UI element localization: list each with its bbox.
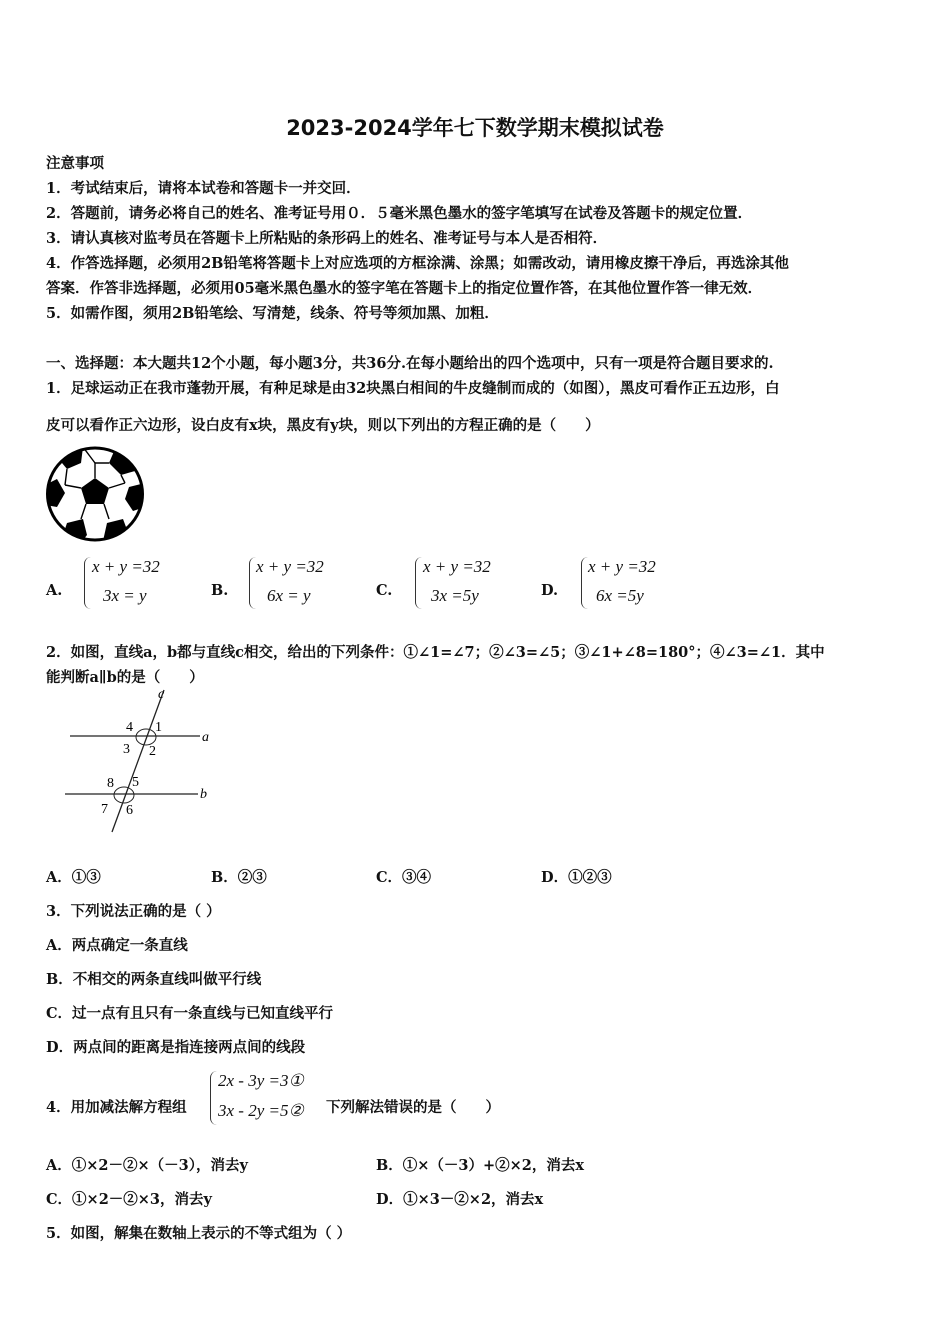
brace-a — [84, 557, 91, 609]
q1-option-a[interactable]: A. — [46, 582, 63, 599]
q2-option-d[interactable]: D．①②③ — [541, 869, 612, 886]
q1-stem-line2: 皮可以看作正六边形，设白皮有x块，黑皮有y块，则以下列出的方程正确的是（ ） — [46, 417, 600, 434]
eq-line: x + y =32 — [588, 557, 656, 576]
label-b: b — [200, 787, 207, 802]
angle-1: 1 — [155, 720, 162, 735]
angle-4: 4 — [126, 720, 133, 735]
note-item: 2．答题前，请务必将自己的姓名、准考证号用０．５毫米黑色墨水的签字笔填写在试卷及答题卡的规定位置． — [46, 205, 753, 222]
brace-b — [249, 557, 256, 609]
eq-line: x + y =32 — [423, 557, 491, 576]
q5-stem: 5．如图，解集在数轴上表示的不等式组为（ ） — [46, 1225, 352, 1242]
note-item: 5．如需作图，须用2B铅笔绘、写清楚，线条、符号等须加黑、加粗． — [46, 305, 499, 322]
angle-7: 7 — [101, 802, 108, 817]
q2-stem-line2: 能判断a∥b的是（ ） — [46, 669, 204, 686]
angle-5: 5 — [132, 775, 139, 790]
q1-stem-line1: 1．足球运动正在我市蓬勃开展，有种足球是由32块黑白相间的牛皮缝制而成的（如图），黑皮可看作正五边形，白 — [46, 380, 780, 397]
eq-line: 3x =5y — [431, 586, 479, 605]
brace-c — [415, 557, 422, 609]
q1-option-c[interactable]: C. — [376, 582, 393, 599]
q3-option-a[interactable]: A．两点确定一条直线 — [46, 937, 188, 954]
label-c: c — [158, 687, 165, 702]
brace-d — [581, 557, 588, 609]
q4-option-a[interactable]: A．①×2－②×（－3），消去y — [46, 1157, 248, 1174]
note-item: 3．请认真核对监考员在答题卡上所粘贴的条形码上的姓名、准考证号与本人是否相符． — [46, 230, 608, 247]
q2-option-c[interactable]: C．③④ — [376, 869, 432, 886]
eq-line: x + y =32 — [256, 557, 324, 576]
q4-suffix: 下列解法错误的是（ ） — [326, 1099, 500, 1116]
q4-prefix: 4．用加减法解方程组 — [46, 1099, 187, 1116]
q4-brace — [210, 1071, 217, 1125]
note-item: 4．作答选择题，必须用2B铅笔将答题卡上对应选项的方框涂满、涂黑；如需改动，请用橡皮擦干净后，再选涂其他 — [46, 255, 789, 272]
note-item: 答案．作答非选择题，必须用05毫米黑色墨水的签字笔在答题卡上的指定位置作答，在其他位置作答一律无效． — [46, 280, 763, 297]
angle-8: 8 — [107, 776, 114, 791]
q3-option-c[interactable]: C．过一点有且只有一条直线与已知直线平行 — [46, 1005, 334, 1022]
q2-stem-line1: 2．如图，直线a，b都与直线c相交，给出的下列条件：①∠1=∠7；②∠3=∠5；③∠1+∠8=180°；④∠3=∠1．其中 — [46, 644, 825, 661]
section-heading: 一、选择题：本大题共12个小题，每小题3分，共36分.在每小题给出的四个选项中，只有一项是符合题目要求的. — [46, 355, 774, 372]
q4-eq1: 2x - 3y =3① — [218, 1071, 304, 1090]
q1-option-b[interactable]: B. — [211, 582, 229, 599]
label-a: a — [202, 730, 209, 745]
eq-line: x + y =32 — [92, 557, 160, 576]
q3-option-d[interactable]: D．两点间的距离是指连接两点间的线段 — [46, 1039, 306, 1056]
eq-line: 6x =5y — [596, 586, 644, 605]
q4-option-d[interactable]: D．①×3－②×2，消去x — [376, 1191, 544, 1208]
q4-option-b[interactable]: B．①×（－3）+②×2，消去x — [376, 1157, 585, 1174]
q3-option-b[interactable]: B．不相交的两条直线叫做平行线 — [46, 971, 262, 988]
q1-option-d[interactable]: D. — [541, 582, 559, 599]
angle-3: 3 — [123, 742, 130, 757]
q4-eq2: 3x - 2y =5② — [218, 1101, 304, 1120]
q4-option-c[interactable]: C．①×2－②×3，消去y — [46, 1191, 212, 1208]
page-title: 2023-2024学年七下数学期末模拟试卷 — [286, 116, 664, 140]
eq-line: 3x = y — [103, 586, 147, 605]
eq-line: 6x = y — [267, 586, 311, 605]
parallel-lines-figure — [60, 686, 220, 836]
q2-option-a[interactable]: A．①③ — [46, 869, 101, 886]
angle-6: 6 — [126, 803, 133, 818]
angle-2: 2 — [149, 744, 156, 759]
q2-option-b[interactable]: B．②③ — [211, 869, 267, 886]
notes-heading: 注意事项 — [46, 155, 104, 172]
note-item: 1．考试结束后，请将本试卷和答题卡一并交回． — [46, 180, 361, 197]
soccer-ball-figure — [45, 445, 145, 543]
q3-stem: 3．下列说法正确的是（ ） — [46, 903, 221, 920]
